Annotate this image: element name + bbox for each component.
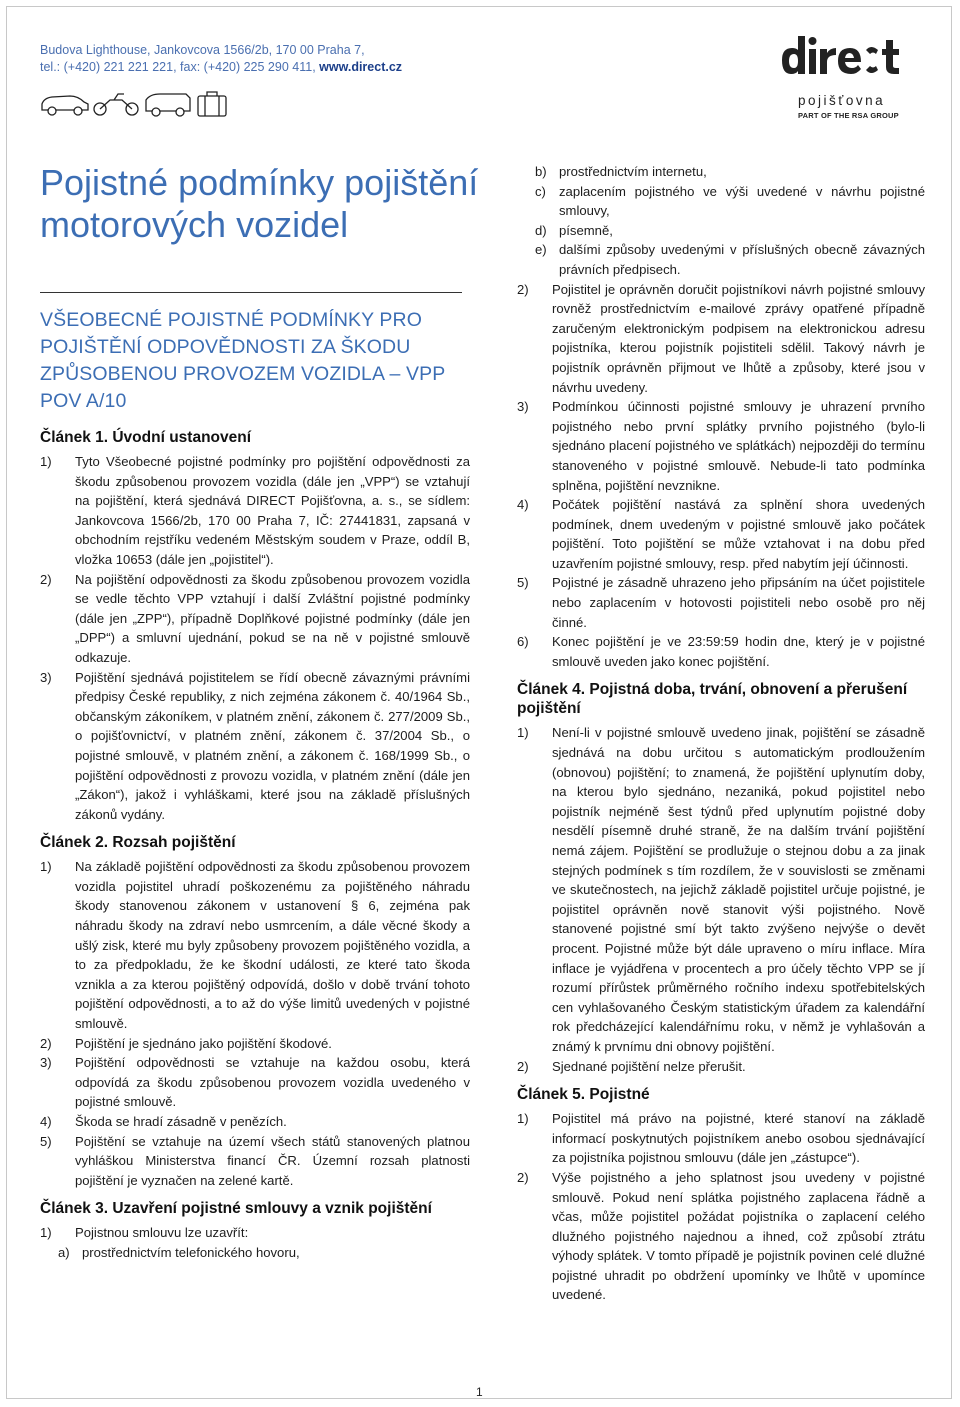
item-number: 4) — [40, 1114, 52, 1129]
item-number: 2) — [517, 281, 529, 297]
sub-item-letter: a) — [58, 1244, 70, 1260]
item-number: 3) — [40, 1055, 52, 1071]
item-text: Pojištění odpovědnosti se vztahuje na každou osobu, která odpovídá za škodu způsobenou provozem vozidla uvedeného v pojistné smlouvě. — [75, 1055, 470, 1110]
item-number: 1) — [40, 454, 52, 469]
item-text: Tyto Všeobecné pojistné podmínky pro pojištění odpovědnosti za škodu způsobenou provozem vozidla (dále jen „VPP“) se vztahují na pojištění, která sjednává DIRECT Pojišťovna, a. s., se sídlem: Jankovcova 1566/2b, 170 00 Praha 7, IČ: 27441831, zapsaná v obchodním rejstříku vedeném Městským soudem v Praze, oddíl B, vložka 10653 (dále jen „pojistitel“). — [75, 454, 470, 567]
item-number: 6) — [517, 634, 529, 650]
sub-item-letter: e) — [535, 242, 547, 258]
sub-item-text: dalšími způsoby uvedenými v příslušných obecně závazných právních předpisech. — [559, 242, 925, 277]
website-link[interactable]: www.direct.cz — [319, 60, 403, 74]
item-number: 3) — [40, 669, 52, 685]
sub-item — [40, 1243, 470, 1263]
header-contact — [40, 42, 460, 76]
logo-subtitle: pojišťovna — [798, 93, 886, 108]
direct-wordmark — [778, 30, 912, 92]
page-title: Pojistné podmínky pojištění motorových vozidel — [40, 162, 479, 245]
page-number: 1 — [476, 1385, 483, 1399]
sub-item-text: prostřednictvím internetu, — [559, 164, 707, 179]
item-number: 1) — [517, 1111, 529, 1127]
article-4-list — [517, 723, 925, 1076]
article-2-heading: Článek 2. Rozsah pojištění — [40, 834, 236, 852]
item-text: Pojistitel je oprávněn doručit pojistníkovi návrh pojistné smlouvy rovněž prostřednictvím e-mailové zprávy opatřené případně zaručeným elektronickým podpisem na elektronickou adresu pojistníka, kterou pojistník pojistiteli sdělil. Takový návrh je pojistník oprávněn přijmout ve lhůtě a způsoby, které jsou v návrhu uvedeny. — [552, 281, 925, 395]
item-text: Na pojištění odpovědnosti za škodu způsobenou provozem vozidla se vedle těchto VPP vztahují i další Zvláštní pojistné podmínky (dále jen „ZPP“), případně Doplňkové pojistné podmínky (dále jen „DPP“) a smluvní ujednání, pokud se na ně v pojistné smlouvě odkazuje. — [75, 571, 470, 665]
sub-item — [517, 162, 925, 182]
sub-item-letter: d) — [535, 222, 547, 238]
list-item — [40, 452, 470, 570]
list-item — [40, 1034, 470, 1054]
right-column — [517, 162, 925, 1305]
item-text: Pojištění je sjednáno jako pojištění škodové. — [75, 1035, 332, 1051]
item-number: 2) — [517, 1058, 529, 1074]
article-3-sublist-right — [517, 162, 925, 280]
list-item — [40, 668, 470, 825]
car-icon — [42, 96, 88, 115]
item-text: Pojistnou smlouvu lze uzavřít: — [75, 1225, 249, 1241]
article-1-heading: Článek 1. Úvodní ustanovení — [40, 429, 252, 446]
item-number: 1) — [40, 859, 52, 875]
sub-item-text: prostřednictvím telefonického hovoru, — [82, 1244, 300, 1260]
item-number: 1) — [40, 1225, 52, 1241]
item-number: 5) — [40, 1133, 52, 1149]
item-text: Počátek pojištění nastává za splnění shora uvedených podmínek, dnem uvedeným v pojistné smlouvě jako počátek pojištění. Toto pojištění se může vztahovat i na dobu před uzavřením pojistné smlouvy, resp. před nabytím její účinnosti. — [552, 497, 925, 571]
document-subtitle: VŠEOBECNÉ POJISTNÉ PODMÍNKY PRO POJIŠTĚNÍ ODPOVĚDNOSTI ZA ŠKODU ZPŮSOBENOU PROVOZEM VOZIDLA – VPP POV A/10 — [40, 309, 445, 412]
item-text: Není-li v pojistné smlouvě uvedeno jinak, pojištění se zásadně sjednává na dobu určitou s automatickým prodloužením (obnovou) pojištění; to znamená, že pojištění uplynutím doby, na kterou bylo sjednáno, nezaniká, pokud pojistitel nebo pojistník nejméně šest týdnů před uplynutím pojistné doby nesdělí písemně druhé straně, že na dalším trvání pojištění nemá zájem. Pojištění se prodlužuje o stejnou dobu a za jinak stejných podmínek s tím rozdílem, že v souvislosti se změnami ve skutečnostech, na jejichž základě pojistitel určuje pojistné, je pojistitel oprávněn nově stanovit výši pojistného. Nově stanovené pojistné smí být takto zvýšeno nejvýše o devět procent. Pojistné může být dále upraveno o míru inflace. Míra inflace je vyjádřena v procentech a pro účely těchto VPP se jí rozumí přírůstek průměrného ročního indexu spotřebitelských cen vyhlašovaného Českým statistickým úřadem za kalendářní rok předcházející kalendářnímu roku, v němž je vyhlašován a známý k prvnímu dni obnovy pojištění. — [552, 725, 925, 1054]
item-text: Výše pojistného a jeho splatnost jsou uvedeny v pojistné smlouvě. Pokud není splátka pojistného zaplacena řádně a včas, může pojistitel požádat pojistníka o zaplacení celého dlužného pojistného najednou a ihned, což způsobí ztrátu výhody splátek. V tomto případě je pojistník povinen celé dlužné pojistné uhradit po obdržení upomínky ve lhůtě v upomínce uvedené. — [552, 1169, 925, 1303]
list-item — [517, 573, 925, 632]
item-text: Pojistné je zásadně uhrazeno jeho připsáním na účet pojistitele nebo zaplacením v hotovosti pojistiteli nebo osobě pro něj činné. — [552, 575, 925, 630]
article-5-heading: Článek 5. Pojistné — [517, 1086, 650, 1104]
item-number: 2) — [517, 1169, 529, 1185]
article-2-list — [40, 857, 470, 1190]
sub-item-text: písemně, — [559, 222, 613, 238]
sub-item — [517, 221, 925, 241]
logo-group: PART OF THE RSA GROUP — [798, 111, 899, 120]
title-divider — [40, 292, 462, 293]
item-text: Škoda se hradí zásadně v penězích. — [75, 1114, 287, 1129]
vehicle-icons — [40, 90, 232, 123]
item-number: 4) — [517, 497, 529, 513]
list-item — [517, 1168, 925, 1305]
list-item — [517, 632, 925, 671]
item-number: 2) — [40, 571, 52, 587]
sub-item-letter: c) — [535, 183, 546, 199]
left-column — [40, 428, 470, 1263]
sub-item — [517, 240, 925, 279]
article-3-heading: Článek 3. Uzavření pojistné smlouvy a vznik pojištění — [40, 1200, 432, 1218]
list-item — [40, 857, 470, 1033]
item-text: Pojištění sjednává pojistitelem se řídí obecně závaznými právními předpisy České republiky, z nich zejména zákonem č. 40/1964 Sb., občanským zákoníkem, v platném znění, zákonem č. 277/2009 Sb., o pojišťovnictví, v platném znění, zákonem č. 37/2004 Sb., o pojistné smlouvě, v platném znění, a zákonem č. 168/1999 Sb., o pojištění odpovědnosti z provozu vozidla, v platném znění (dále jen „Zákon“), jakož i vyhláškami, které jsou na základě příslušných zákonů vydány. — [75, 669, 470, 822]
van-icon — [146, 94, 190, 116]
contact-line — [40, 59, 460, 76]
item-text: Pojistitel má právo na pojistné, které stanoví na základě informací poskytnutých pojistníkem anebo osobou sjednávající za pojistníka pojistnou smlouvu (dále jen „zástupce“). — [552, 1111, 925, 1166]
item-number: 1) — [517, 725, 529, 741]
sub-item-letter: b) — [535, 164, 547, 179]
address: Budova Lighthouse, Jankovcova 1566/2b, 170 00 Praha 7, — [40, 43, 365, 57]
article-1-list — [40, 452, 470, 824]
list-item — [40, 570, 470, 668]
item-number: 5) — [517, 575, 529, 591]
list-item — [517, 397, 925, 495]
article-3-sublist-left — [40, 1243, 470, 1263]
list-item — [517, 1057, 925, 1077]
motorcycle-icon — [94, 94, 138, 115]
item-text: Sjednané pojištění nelze přerušit. — [552, 1058, 746, 1074]
direct-logo — [778, 30, 912, 120]
item-number: 3) — [517, 399, 529, 415]
sub-item-text: zaplacením pojistného ve výši uvedené v návrhu pojistné smlouvy, — [559, 183, 925, 219]
article-5-list — [517, 1109, 925, 1305]
sub-item — [517, 182, 925, 221]
list-item — [40, 1112, 470, 1132]
item-text: Konec pojištění je ve 23:59:59 hodin dne, který je v pojistné smlouvě uveden jako konec pojištění. — [552, 634, 925, 669]
luggage-icon — [198, 92, 226, 116]
list-item — [517, 495, 925, 573]
article-3-list-cont — [517, 280, 925, 672]
article-3-list — [40, 1223, 470, 1243]
item-text: Podmínkou účinnosti pojistné smlouvy je uhrazení prvního pojistného nebo první splátky prvního pojistného (bylo-li sjednáno placení pojistného ve splátkách) nejpozději do termínu stanoveného v pojistné smlouvě. Nebude-li tato podmínka splněna, pojištění nevznikne. — [552, 399, 925, 493]
list-item — [517, 1109, 925, 1168]
article-4-heading: Článek 4. Pojistná doba, trvání, obnovení a přerušení pojištění — [517, 681, 908, 718]
list-item — [40, 1132, 470, 1191]
item-number: 2) — [40, 1035, 52, 1051]
list-item — [517, 280, 925, 398]
list-item — [40, 1053, 470, 1112]
list-item — [517, 723, 925, 1056]
list-item — [40, 1223, 470, 1243]
item-text: Na základě pojištění odpovědnosti za škodu způsobenou provozem vozidla pojistitel uhradí poškozenému za pojištěného náhradu škody stanovenou zákonem v ustanovení § 6, zejména pak náhradu škody na zdraví nebo usmrcením, a dále věcné škody a ušlý zisk, které mu byly způsobeny provozem pojištěného vozidla, a to za předpokladu, že ke škodní události, ze které tato škoda vznikla a za kterou pojištěný odpovídá, došlo v době trvání tohoto pojištění odpovědnosti, a to až do výše limitů uvedených v pojistné smlouvě. — [75, 859, 470, 1032]
phone-fax: tel.: (+420) 221 221 221, fax: (+420) 225 290 411, — [40, 60, 320, 74]
item-text: Pojištění se vztahuje na území všech států stanovených platnou vyhláškou Ministerstva financí ČR. Územní rozsah platnosti pojištění je vyznačen na zelené kartě. — [75, 1133, 470, 1188]
